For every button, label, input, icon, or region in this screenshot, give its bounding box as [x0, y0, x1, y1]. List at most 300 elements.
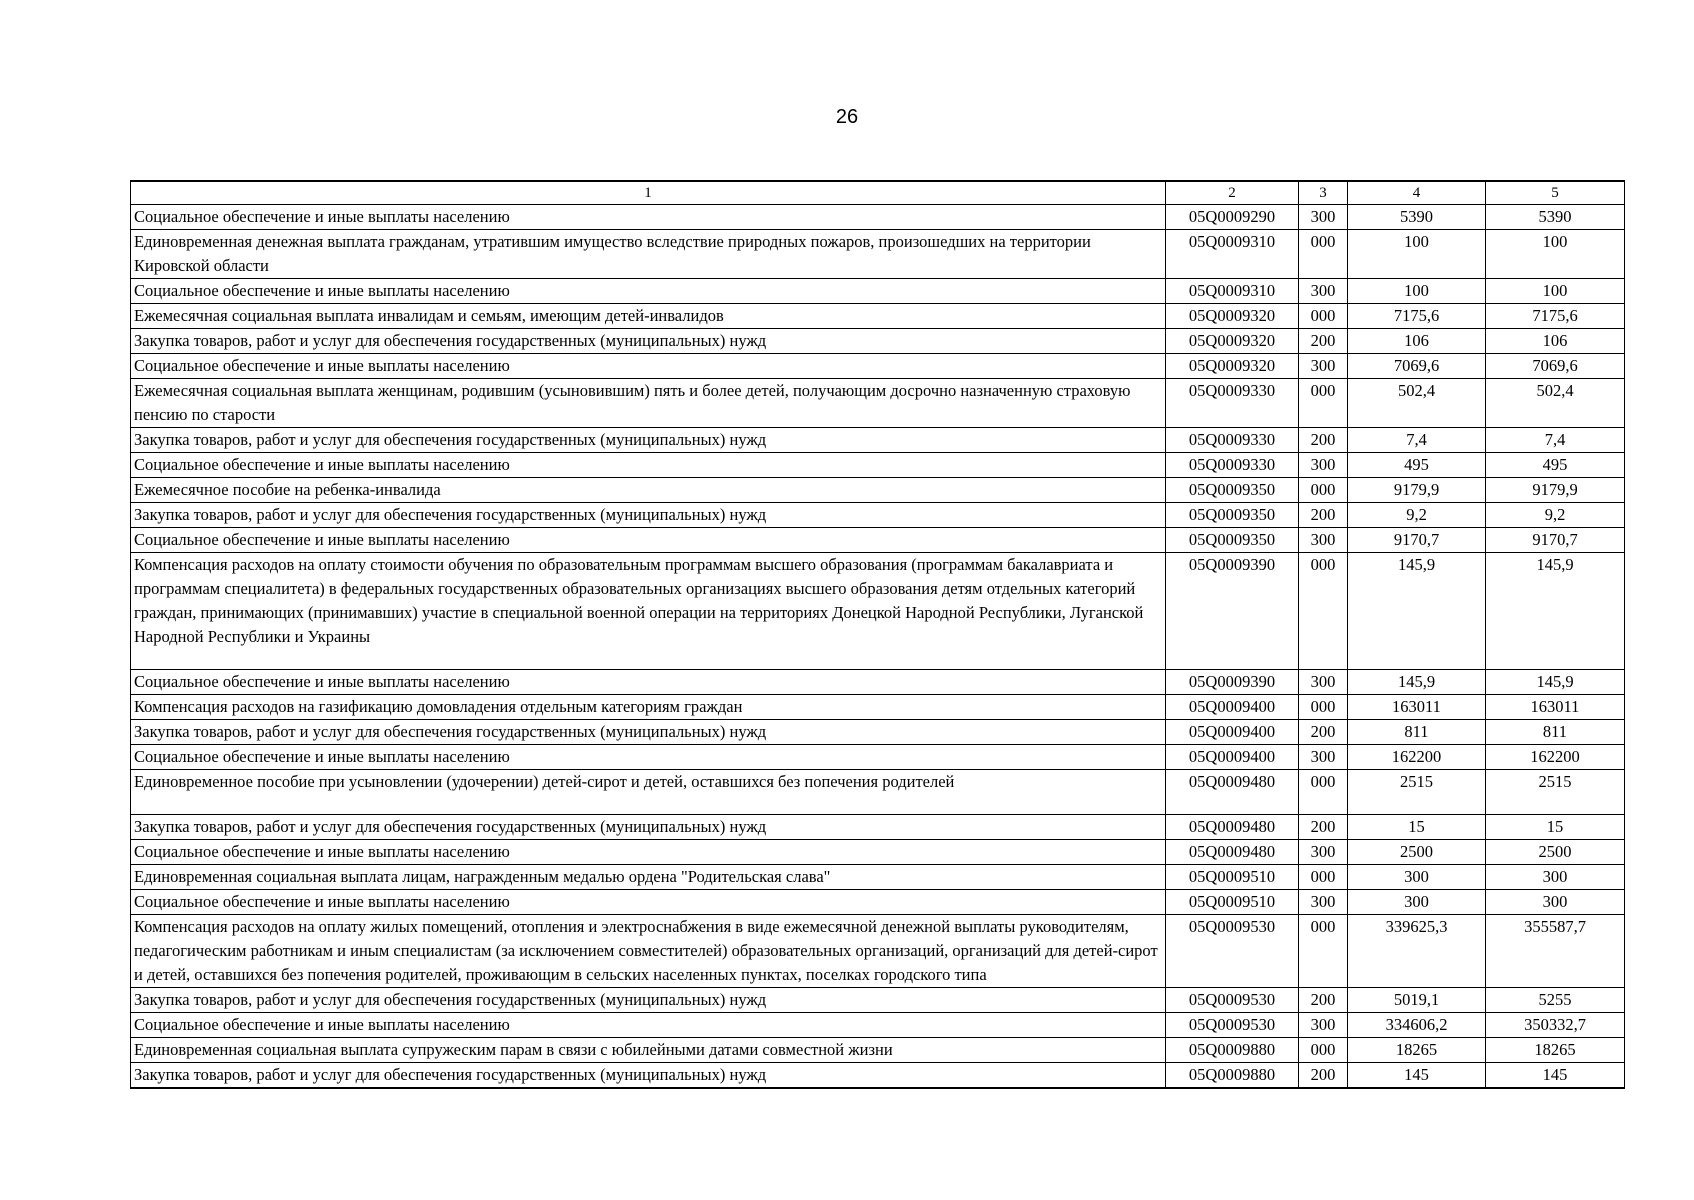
amount-year-2 — [1486, 720, 1625, 745]
row-spacer — [134, 794, 1162, 814]
table-row — [131, 205, 1625, 230]
amount-year-1 — [1348, 890, 1486, 915]
amount-year-2-text: 9179,9 — [1532, 480, 1578, 499]
item-name — [131, 528, 1166, 553]
table-row — [131, 553, 1625, 670]
expense-type-text: 300 — [1310, 672, 1336, 691]
item-name — [131, 745, 1166, 770]
target-code — [1166, 528, 1299, 553]
target-code-text: 05Q0009330 — [1188, 430, 1276, 449]
target-code-text: 05Q0009310 — [1188, 281, 1276, 300]
expense-type — [1299, 304, 1348, 329]
amount-year-1 — [1348, 428, 1486, 453]
target-code-text: 05Q0009390 — [1188, 555, 1276, 574]
target-code-text: 05Q0009400 — [1188, 747, 1276, 766]
amount-year-1 — [1348, 1038, 1486, 1063]
expense-type-text: 000 — [1310, 867, 1336, 886]
amount-year-2 — [1486, 379, 1625, 428]
table-row — [131, 503, 1625, 528]
amount-year-1-text: 9170,7 — [1393, 530, 1440, 549]
amount-year-1 — [1348, 865, 1486, 890]
target-code — [1166, 720, 1299, 745]
amount-year-1-text: 339625,3 — [1385, 917, 1448, 936]
item-name — [131, 720, 1166, 745]
expense-type-text: 300 — [1310, 530, 1336, 549]
item-name — [131, 770, 1166, 815]
item-name — [131, 428, 1166, 453]
amount-year-1 — [1348, 230, 1486, 279]
expense-type — [1299, 528, 1348, 553]
amount-year-1 — [1348, 815, 1486, 840]
amount-year-2 — [1486, 329, 1625, 354]
item-name — [131, 453, 1166, 478]
amount-year-2-text: 355587,7 — [1524, 917, 1586, 936]
amount-year-2-text: 350332,7 — [1524, 1015, 1586, 1034]
target-code — [1166, 695, 1299, 720]
target-code — [1166, 865, 1299, 890]
table-row — [131, 770, 1625, 815]
amount-year-1-text: 811 — [1404, 722, 1429, 741]
amount-year-2 — [1486, 279, 1625, 304]
amount-year-2 — [1486, 695, 1625, 720]
amount-year-1-text: 5390 — [1400, 207, 1433, 226]
target-code-text: 05Q0009350 — [1188, 505, 1276, 524]
amount-year-1 — [1348, 354, 1486, 379]
expense-type — [1299, 503, 1348, 528]
amount-year-1-text: 9,2 — [1406, 505, 1427, 524]
amount-year-2-text: 7,4 — [1544, 430, 1566, 449]
amount-year-2 — [1486, 670, 1625, 695]
target-code-text: 05Q0009320 — [1188, 306, 1276, 325]
target-code — [1166, 988, 1299, 1013]
amount-year-2-text: 145,9 — [1536, 672, 1574, 691]
expense-type-text: 300 — [1310, 842, 1336, 861]
table-row — [131, 1038, 1625, 1063]
amount-year-1-text: 334606,2 — [1385, 1015, 1448, 1034]
budget-table — [130, 180, 1625, 1089]
expense-type-text: 200 — [1310, 1065, 1336, 1084]
amount-year-1-text: 163011 — [1392, 697, 1441, 716]
amount-year-1 — [1348, 478, 1486, 503]
amount-year-2 — [1486, 230, 1625, 279]
amount-year-2 — [1486, 478, 1625, 503]
amount-year-2 — [1486, 1063, 1625, 1089]
item-name — [131, 695, 1166, 720]
amount-year-2 — [1486, 503, 1625, 528]
amount-year-1-text: 9179,9 — [1393, 480, 1440, 499]
target-code — [1166, 279, 1299, 304]
expense-type-text: 000 — [1310, 232, 1336, 251]
table-row — [131, 670, 1625, 695]
expense-type — [1299, 915, 1348, 988]
target-code — [1166, 553, 1299, 670]
item-name — [131, 329, 1166, 354]
item-name — [131, 279, 1166, 304]
amount-year-2-text: 100 — [1542, 232, 1568, 251]
target-code-text: 05Q0009510 — [1188, 892, 1276, 911]
item-name-text: Закупка товаров, работ и услуг для обеспечения государственных (муниципальных) нужд — [134, 1065, 767, 1084]
item-name-text: Закупка товаров, работ и услуг для обеспечения государственных (муниципальных) нужд — [134, 505, 767, 524]
item-name-text: Ежемесячное пособие на ребенка-инвалида — [134, 480, 441, 499]
amount-year-1-text: 100 — [1404, 232, 1429, 251]
amount-year-1-text: 162200 — [1391, 747, 1442, 766]
amount-year-2 — [1486, 553, 1625, 670]
expense-type — [1299, 428, 1348, 453]
amount-year-1-text: 15 — [1408, 817, 1425, 836]
item-name-text: Единовременная денежная выплата гражданам, утратившим имущество вследствие природных пожаров, произошедших на территории Кировской области — [134, 232, 1091, 275]
expense-type-text: 000 — [1310, 917, 1336, 936]
amount-year-1 — [1348, 379, 1486, 428]
item-name-text: Социальное обеспечение и иные выплаты населению — [134, 672, 510, 691]
item-name — [131, 230, 1166, 279]
table-row — [131, 304, 1625, 329]
expense-type — [1299, 1038, 1348, 1063]
amount-year-1 — [1348, 915, 1486, 988]
item-name — [131, 988, 1166, 1013]
amount-year-2-text: 18265 — [1534, 1040, 1576, 1059]
amount-year-1 — [1348, 745, 1486, 770]
target-code-text: 05Q0009480 — [1188, 772, 1276, 791]
amount-year-1 — [1348, 205, 1486, 230]
target-code — [1166, 354, 1299, 379]
amount-year-1 — [1348, 988, 1486, 1013]
header-col-4: 4 — [1348, 181, 1486, 205]
row-spacer — [134, 649, 1162, 669]
expense-type-text: 300 — [1310, 747, 1336, 766]
amount-year-1 — [1348, 1013, 1486, 1038]
table-row — [131, 279, 1625, 304]
item-name-text: Социальное обеспечение и иные выплаты населению — [134, 281, 510, 300]
expense-type — [1299, 840, 1348, 865]
table-row — [131, 379, 1625, 428]
amount-year-1-text: 7,4 — [1406, 430, 1427, 449]
amount-year-1-text: 495 — [1404, 455, 1429, 474]
target-code — [1166, 379, 1299, 428]
expense-type — [1299, 478, 1348, 503]
target-code-text: 05Q0009330 — [1188, 455, 1276, 474]
target-code-text: 05Q0009350 — [1188, 530, 1276, 549]
amount-year-1-text: 145 — [1404, 1065, 1429, 1084]
expense-type-text: 300 — [1310, 1015, 1336, 1034]
table-row — [131, 329, 1625, 354]
table-row — [131, 890, 1625, 915]
amount-year-1 — [1348, 329, 1486, 354]
expense-type — [1299, 988, 1348, 1013]
item-name — [131, 304, 1166, 329]
table-body — [131, 205, 1625, 1089]
target-code — [1166, 304, 1299, 329]
amount-year-2-text: 9170,7 — [1532, 530, 1578, 549]
amount-year-1-text: 300 — [1404, 867, 1429, 886]
page-number: 26 — [835, 106, 859, 128]
amount-year-2-text: 145 — [1542, 1065, 1568, 1084]
amount-year-1 — [1348, 770, 1486, 815]
target-code-text: 05Q0009530 — [1188, 990, 1276, 1009]
target-code — [1166, 478, 1299, 503]
expense-type — [1299, 230, 1348, 279]
amount-year-2 — [1486, 205, 1625, 230]
item-name — [131, 840, 1166, 865]
target-code — [1166, 915, 1299, 988]
target-code-text: 05Q0009480 — [1188, 842, 1276, 861]
item-name-text: Ежемесячная социальная выплата женщинам, родившим (усыновившим) пять и более детей, получающим досрочно назначенную страховую пенсию по старости — [134, 381, 1131, 424]
expense-type — [1299, 770, 1348, 815]
amount-year-2-text: 811 — [1542, 722, 1568, 741]
header-col-5: 5 — [1486, 181, 1625, 205]
table-row — [131, 528, 1625, 553]
table-row — [131, 745, 1625, 770]
amount-year-2 — [1486, 988, 1625, 1013]
item-name — [131, 1013, 1166, 1038]
expense-type — [1299, 720, 1348, 745]
amount-year-1-text: 2500 — [1400, 842, 1433, 861]
target-code — [1166, 840, 1299, 865]
amount-year-1-text: 106 — [1404, 331, 1429, 350]
target-code-text: 05Q0009350 — [1188, 480, 1276, 499]
item-name-text: Социальное обеспечение и иные выплаты населению — [134, 530, 510, 549]
expense-type — [1299, 1013, 1348, 1038]
amount-year-2-text: 7069,6 — [1532, 356, 1578, 375]
item-name-text: Закупка товаров, работ и услуг для обеспечения государственных (муниципальных) нужд — [134, 817, 767, 836]
expense-type-text: 200 — [1310, 430, 1336, 449]
amount-year-2-text: 7175,6 — [1532, 306, 1578, 325]
expense-type-text: 300 — [1310, 455, 1336, 474]
item-name-text: Социальное обеспечение и иные выплаты населению — [134, 207, 510, 226]
table-row — [131, 720, 1625, 745]
header-row — [131, 181, 1625, 205]
item-name-text: Социальное обеспечение и иные выплаты населению — [134, 356, 510, 375]
expense-type — [1299, 745, 1348, 770]
amount-year-1 — [1348, 528, 1486, 553]
item-name — [131, 553, 1166, 670]
expense-type-text: 300 — [1310, 207, 1336, 226]
expense-type-text: 200 — [1310, 331, 1336, 350]
item-name — [131, 503, 1166, 528]
amount-year-2-text: 5390 — [1538, 207, 1572, 226]
expense-type — [1299, 379, 1348, 428]
amount-year-2-text: 100 — [1542, 281, 1568, 300]
item-name — [131, 379, 1166, 428]
item-name — [131, 915, 1166, 988]
item-name-text: Социальное обеспечение и иные выплаты населению — [134, 455, 510, 474]
table-row — [131, 230, 1625, 279]
expense-type — [1299, 453, 1348, 478]
item-name-text: Единовременная социальная выплата супружеским парам в связи с юбилейными датами совместной жизни — [134, 1040, 893, 1059]
target-code-text: 05Q0009320 — [1188, 331, 1276, 350]
expense-type-text: 000 — [1310, 480, 1336, 499]
expense-type-text: 000 — [1310, 772, 1336, 791]
item-name-text: Закупка товаров, работ и услуг для обеспечения государственных (муниципальных) нужд — [134, 331, 767, 350]
amount-year-2 — [1486, 840, 1625, 865]
target-code-text: 05Q0009400 — [1188, 697, 1276, 716]
target-code — [1166, 503, 1299, 528]
item-name-text: Закупка товаров, работ и услуг для обеспечения государственных (муниципальных) нужд — [134, 990, 767, 1009]
amount-year-1-text: 18265 — [1395, 1040, 1438, 1059]
target-code — [1166, 890, 1299, 915]
target-code-text: 05Q0009290 — [1188, 207, 1276, 226]
target-code-text: 05Q0009400 — [1188, 722, 1276, 741]
expense-type — [1299, 815, 1348, 840]
expense-type-text: 200 — [1310, 505, 1336, 524]
table-row — [131, 695, 1625, 720]
amount-year-1-text: 5019,1 — [1393, 990, 1440, 1009]
amount-year-1 — [1348, 553, 1486, 670]
amount-year-2-text: 162200 — [1530, 747, 1580, 766]
item-name — [131, 1038, 1166, 1063]
expense-type — [1299, 865, 1348, 890]
expense-type-text: 300 — [1310, 892, 1336, 911]
target-code-text: 05Q0009320 — [1188, 356, 1276, 375]
amount-year-1-text: 2515 — [1400, 772, 1433, 791]
amount-year-2 — [1486, 865, 1625, 890]
amount-year-2-text: 106 — [1542, 331, 1568, 350]
expense-type-text: 200 — [1310, 722, 1336, 741]
amount-year-2 — [1486, 354, 1625, 379]
target-code — [1166, 745, 1299, 770]
table-row — [131, 478, 1625, 503]
expense-type — [1299, 553, 1348, 670]
target-code-text: 05Q0009880 — [1188, 1065, 1276, 1084]
expense-type — [1299, 1063, 1348, 1089]
expense-type-text: 000 — [1310, 1040, 1336, 1059]
amount-year-2-text: 300 — [1542, 867, 1568, 886]
amount-year-1 — [1348, 453, 1486, 478]
amount-year-2 — [1486, 915, 1625, 988]
header-col-2: 2 — [1166, 181, 1299, 205]
item-name-text: Единовременное пособие при усыновлении (удочерении) детей-сирот и детей, оставшихся без попечения родителей — [134, 772, 955, 791]
item-name-text: Единовременная социальная выплата лицам, награжденным медалью ордена "Родительская слава" — [134, 867, 831, 886]
table-header — [131, 181, 1625, 205]
table-row — [131, 815, 1625, 840]
expense-type-text: 000 — [1310, 381, 1336, 400]
item-name-text: Социальное обеспечение и иные выплаты населению — [134, 747, 510, 766]
amount-year-1-text: 7069,6 — [1393, 356, 1440, 375]
item-name — [131, 1063, 1166, 1089]
amount-year-2-text: 163011 — [1530, 697, 1580, 716]
amount-year-1 — [1348, 695, 1486, 720]
target-code-text: 05Q0009330 — [1188, 381, 1276, 400]
target-code-text: 05Q0009530 — [1188, 917, 1276, 936]
item-name-text: Компенсация расходов на газификацию домовладения отдельным категориям граждан — [134, 697, 743, 716]
table-row — [131, 354, 1625, 379]
item-name — [131, 354, 1166, 379]
amount-year-2 — [1486, 770, 1625, 815]
item-name — [131, 478, 1166, 503]
item-name — [131, 815, 1166, 840]
amount-year-2 — [1486, 1013, 1625, 1038]
amount-year-1-text: 100 — [1404, 281, 1429, 300]
item-name — [131, 890, 1166, 915]
target-code — [1166, 770, 1299, 815]
amount-year-1-text: 145,9 — [1397, 672, 1436, 691]
amount-year-1 — [1348, 1063, 1486, 1089]
amount-year-2-text: 145,9 — [1536, 555, 1574, 574]
expense-type-text: 000 — [1310, 555, 1336, 574]
expense-type — [1299, 670, 1348, 695]
amount-year-1 — [1348, 840, 1486, 865]
target-code-text: 05Q0009310 — [1188, 232, 1276, 251]
item-name-text: Закупка товаров, работ и услуг для обеспечения государственных (муниципальных) нужд — [134, 430, 767, 449]
expense-type-text: 000 — [1310, 697, 1336, 716]
expense-type — [1299, 329, 1348, 354]
amount-year-2 — [1486, 428, 1625, 453]
target-code-text: 05Q0009880 — [1188, 1040, 1276, 1059]
item-name-text: Компенсация расходов на оплату жилых помещений, отопления и электроснабжения в виде ежемесячной денежной выплаты руководителям, педагогическим работникам и иным специалистам (за исключением совместителей) образовательных организаций, организаций для детей-сирот и детей, оставшихся без попечения родителей, проживающим в сельских населенных пунктах, поселках городского типа — [134, 917, 1158, 984]
target-code-text: 05Q0009390 — [1188, 672, 1276, 691]
expense-type-text: 200 — [1310, 817, 1336, 836]
expense-type — [1299, 890, 1348, 915]
table-row — [131, 453, 1625, 478]
target-code — [1166, 1013, 1299, 1038]
item-name-text: Закупка товаров, работ и услуг для обеспечения государственных (муниципальных) нужд — [134, 722, 767, 741]
expense-type-text: 200 — [1310, 990, 1336, 1009]
table-row — [131, 1063, 1625, 1089]
target-code — [1166, 1038, 1299, 1063]
amount-year-2 — [1486, 815, 1625, 840]
amount-year-2 — [1486, 528, 1625, 553]
item-name-text: Компенсация расходов на оплату стоимости обучения по образовательным программам высшего образования (программам бакалавриата и программам специалитета) в федеральных государственных образовательных организациях высшего образования детям отдельных категорий граждан, принимающих (принимавших) участие в специальной военной операции на территориях Донецкой Народной Республики, Луганской Народной Республики и Украины — [134, 555, 1144, 646]
table-row — [131, 915, 1625, 988]
expense-type — [1299, 205, 1348, 230]
amount-year-2 — [1486, 890, 1625, 915]
target-code — [1166, 453, 1299, 478]
target-code — [1166, 329, 1299, 354]
amount-year-2 — [1486, 304, 1625, 329]
amount-year-1-text: 300 — [1404, 892, 1429, 911]
amount-year-2-text: 2515 — [1538, 772, 1572, 791]
amount-year-2 — [1486, 453, 1625, 478]
amount-year-2 — [1486, 1038, 1625, 1063]
table-row — [131, 988, 1625, 1013]
amount-year-1-text: 145,9 — [1397, 555, 1436, 574]
item-name-text: Социальное обеспечение и иные выплаты населению — [134, 1015, 510, 1034]
target-code — [1166, 205, 1299, 230]
expense-type-text: 300 — [1310, 356, 1336, 375]
expense-type-text: 000 — [1310, 306, 1336, 325]
amount-year-1-text: 502,4 — [1397, 381, 1436, 400]
item-name — [131, 205, 1166, 230]
amount-year-2-text: 502,4 — [1536, 381, 1574, 400]
amount-year-2-text: 5255 — [1538, 990, 1572, 1009]
item-name — [131, 865, 1166, 890]
amount-year-1 — [1348, 720, 1486, 745]
table-row — [131, 865, 1625, 890]
target-code-text: 05Q0009530 — [1188, 1015, 1276, 1034]
expense-type — [1299, 354, 1348, 379]
table-row — [131, 428, 1625, 453]
amount-year-1 — [1348, 279, 1486, 304]
amount-year-1-text: 7175,6 — [1393, 306, 1440, 325]
amount-year-2-text: 495 — [1542, 455, 1568, 474]
item-name-text: Социальное обеспечение и иные выплаты населению — [134, 892, 510, 911]
target-code — [1166, 1063, 1299, 1089]
amount-year-2-text: 300 — [1542, 892, 1568, 911]
amount-year-1 — [1348, 670, 1486, 695]
item-name — [131, 670, 1166, 695]
target-code-text: 05Q0009480 — [1188, 817, 1276, 836]
target-code — [1166, 230, 1299, 279]
amount-year-1 — [1348, 304, 1486, 329]
amount-year-2-text: 9,2 — [1544, 505, 1566, 524]
amount-year-1 — [1348, 503, 1486, 528]
item-name-text: Социальное обеспечение и иные выплаты населению — [134, 842, 510, 861]
header-col-3: 3 — [1299, 181, 1348, 205]
expense-type-text: 300 — [1310, 281, 1336, 300]
amount-year-2-text: 15 — [1546, 817, 1564, 836]
target-code — [1166, 815, 1299, 840]
table-row — [131, 1013, 1625, 1038]
target-code — [1166, 670, 1299, 695]
